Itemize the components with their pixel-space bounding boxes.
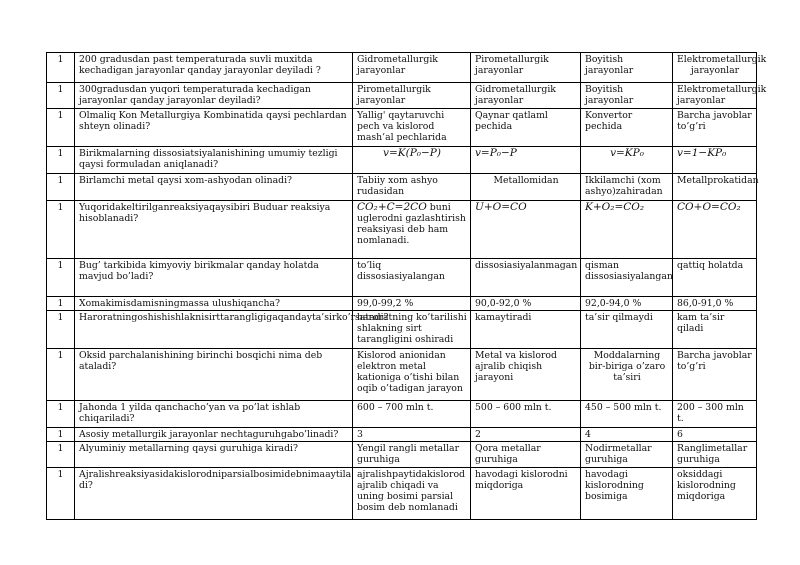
answer-d-cell: 6 xyxy=(673,428,757,442)
answer-d-cell: Elektrometallurgik jarayonlar xyxy=(673,53,757,83)
answer-a-cell: 99,0-99,2 % xyxy=(353,297,471,311)
table-row xyxy=(47,311,757,349)
answer-c-cell: 92,0-94,0 % xyxy=(581,297,673,311)
formula-c-cell: K+O₂=CO₂ xyxy=(581,201,673,259)
answer-b-cell: Qaynar qatlaml pechida xyxy=(471,109,581,147)
row-number: 1 xyxy=(47,442,75,468)
row-number: 1 xyxy=(47,83,75,109)
table-row xyxy=(47,442,757,468)
answer-a-cell: ajralishpaytidakislorod ajralib chiqadi va uning bosimi parsial bosim deb nomlanadi xyxy=(353,468,471,520)
row-number: 1 xyxy=(47,109,75,147)
question-cell: Birikmalarning dissosiatsiyalanishining umumiy tezligi qaysi formuladan aniqlanadi? xyxy=(75,147,353,174)
answer-b-cell: dissosiasiyalanmagan xyxy=(471,259,581,297)
answer-b-cell: kamaytiradi xyxy=(471,311,581,349)
question-cell: Bug’ tarkibida kimyoviy birikmalar qanday holatda mavjud bo’ladi? xyxy=(75,259,353,297)
formula-b-cell: U+O=CO xyxy=(471,201,581,259)
table-row xyxy=(47,83,757,109)
answer-a-cell: to’liq dissosiasiyalangan xyxy=(353,259,471,297)
answer-a-cell: 3 xyxy=(353,428,471,442)
table-row xyxy=(47,259,757,297)
answer-d-cell: Elektrometallurgik jarayonlar xyxy=(673,83,757,109)
formula-a-cell: v=K(P₀−P) xyxy=(353,147,471,174)
table-row xyxy=(47,109,757,147)
table-row xyxy=(47,349,757,401)
row-number: 1 xyxy=(47,401,75,428)
answer-a-cell: haroratning ko’tarilishi shlakning sirt tarangligini oshiradi xyxy=(353,311,471,349)
answer-b-cell: Gidrometallurgik jarayonlar xyxy=(471,83,581,109)
answer-b-cell: 2 xyxy=(471,428,581,442)
answer-b-cell: Pirometallurgik jarayonlar xyxy=(471,53,581,83)
answer-b-cell: 500 – 600 mln t. xyxy=(471,401,581,428)
question-cell: Ajralishreaksiyasidakislorodniparsialbosimidebnimaaytila di? xyxy=(75,468,353,520)
formula-note: buni uglerodni gazlashtirish reaksiyasi deb ham nomlanadi. xyxy=(357,202,466,247)
answer-a-cell: Gidrometallurgik jarayonlar xyxy=(353,53,471,83)
row-number: 1 xyxy=(47,147,75,174)
answer-c-cell: 4 xyxy=(581,428,673,442)
answer-c-cell: Moddalarning bir-biriga o’zaro ta’siri xyxy=(581,349,673,401)
row-number: 1 xyxy=(47,349,75,401)
answer-d-cell: 200 – 300 mln t. xyxy=(673,401,757,428)
question-cell: 300gradusdan yuqori temperaturada kechadigan jarayonlar qanday jarayonlar deyiladi? xyxy=(75,83,353,109)
question-cell: Jahonda 1 yilda qanchacho’yan va po’lat ishlab chiqariladi? xyxy=(75,401,353,428)
answer-b-cell: Metal va kislorod ajralib chiqish jarayoni xyxy=(471,349,581,401)
quiz-table xyxy=(46,52,767,520)
answer-d-cell: 86,0-91,0 % xyxy=(673,297,757,311)
question-cell: 200 gradusdan past temperaturada suvli muxitda kechadigan jarayonlar qanday jarayonlar deyiladi ? xyxy=(75,53,353,83)
table-row xyxy=(47,297,757,311)
answer-a-cell: 600 – 700 mln t. xyxy=(353,401,471,428)
question-cell: Haroratningoshishishlaknisirttarangligigaqandayta’sirko’rsatadi? xyxy=(75,311,353,349)
answer-d-cell: kam ta’sir qiladi xyxy=(673,311,757,349)
answer-b-cell: 90,0-92,0 % xyxy=(471,297,581,311)
row-number: 1 xyxy=(47,468,75,520)
answer-c-cell: Boyitish jarayonlar xyxy=(581,53,673,83)
row-number: 1 xyxy=(47,297,75,311)
answer-d-cell: Barcha javoblar to’g’ri xyxy=(673,109,757,147)
row-number: 1 xyxy=(47,174,75,201)
question-cell: Yuqoridakeltirilganreaksiyaqaysibiri Buduar reaksiya hisoblanadi? xyxy=(75,201,353,259)
answer-a-cell: Kislorod anionidan elektron metal kationiga o’tishi bilan oqib o’tadigan jarayon xyxy=(353,349,471,401)
answer-a-cell: Yallig' qaytaruvchi pech va kislorod mash’al pechlarida xyxy=(353,109,471,147)
answer-c-cell: Nodirmetallar guruhiga xyxy=(581,442,673,468)
answer-d-cell: Ranglimetallar guruhiga xyxy=(673,442,757,468)
question-cell: Xomakimisdamisningmassa ulushiqancha? xyxy=(75,297,353,311)
question-cell: Asosiy metallurgik jarayonlar nechtaguruhgabo’linadi? xyxy=(75,428,353,442)
formula-b-cell: v=P₀−P xyxy=(471,147,581,174)
answer-b-cell: havodagi kislorodni miqdoriga xyxy=(471,468,581,520)
question-cell: Alyuminiy metallarning qaysi guruhiga kiradi? xyxy=(75,442,353,468)
answer-d-cell: Barcha javoblar to’g’ri xyxy=(673,349,757,401)
row-number: 1 xyxy=(47,53,75,83)
question-cell: Oksid parchalanishining birinchi bosqichi nima deb ataladi? xyxy=(75,349,353,401)
question-cell: Olmaliq Kon Metallurgiya Kombinatida qaysi pechlardan shteyn olinadi? xyxy=(75,109,353,147)
row-number: 1 xyxy=(47,201,75,259)
table-row xyxy=(47,468,757,520)
table-row xyxy=(47,174,757,201)
answer-c-cell: Konvertor pechida xyxy=(581,109,673,147)
answer-a-cell: Yengil rangli metallar guruhiga xyxy=(353,442,471,468)
answer-c-cell: ta’sir qilmaydi xyxy=(581,311,673,349)
quiz-table-container xyxy=(46,52,767,520)
row-number: 1 xyxy=(47,311,75,349)
formula: CO₂+C=2CO xyxy=(357,201,427,213)
formula-d-cell: CO+O=CO₂ xyxy=(673,201,757,259)
formula-d-cell: v=1−KP₀ xyxy=(673,147,757,174)
answer-d-cell: Metallprokatidan xyxy=(673,174,757,201)
answer-c-cell: Boyitish jarayonlar xyxy=(581,83,673,109)
answer-a-cell: Pirometallurgik jarayonlar xyxy=(353,83,471,109)
table-row xyxy=(47,428,757,442)
answer-a-cell xyxy=(353,201,471,259)
table-row xyxy=(47,201,757,259)
question-cell: Birlamchi metal qaysi xom-ashyodan olinadi? xyxy=(75,174,353,201)
table-row xyxy=(47,53,757,83)
answer-b-cell: Qora metallar guruhiga xyxy=(471,442,581,468)
row-number: 1 xyxy=(47,428,75,442)
table-row xyxy=(47,147,757,174)
answer-d-cell: oksiddagi kislorodning miqdoriga xyxy=(673,468,757,520)
answer-c-cell: qisman dissosiasiyalangan xyxy=(581,259,673,297)
row-number: 1 xyxy=(47,259,75,297)
table-row xyxy=(47,401,757,428)
answer-a-cell: Tabiiy xom ashyo rudasidan xyxy=(353,174,471,201)
formula-c-cell: v=KP₀ xyxy=(581,147,673,174)
answer-b-cell: Metallomidan xyxy=(471,174,581,201)
answer-c-cell: Ikkilamchi (xom ashyo)zahiradan xyxy=(581,174,673,201)
answer-c-cell: 450 – 500 mln t. xyxy=(581,401,673,428)
answer-c-cell: havodagi kislorodning bosimiga xyxy=(581,468,673,520)
answer-d-cell: qattiq holatda xyxy=(673,259,757,297)
